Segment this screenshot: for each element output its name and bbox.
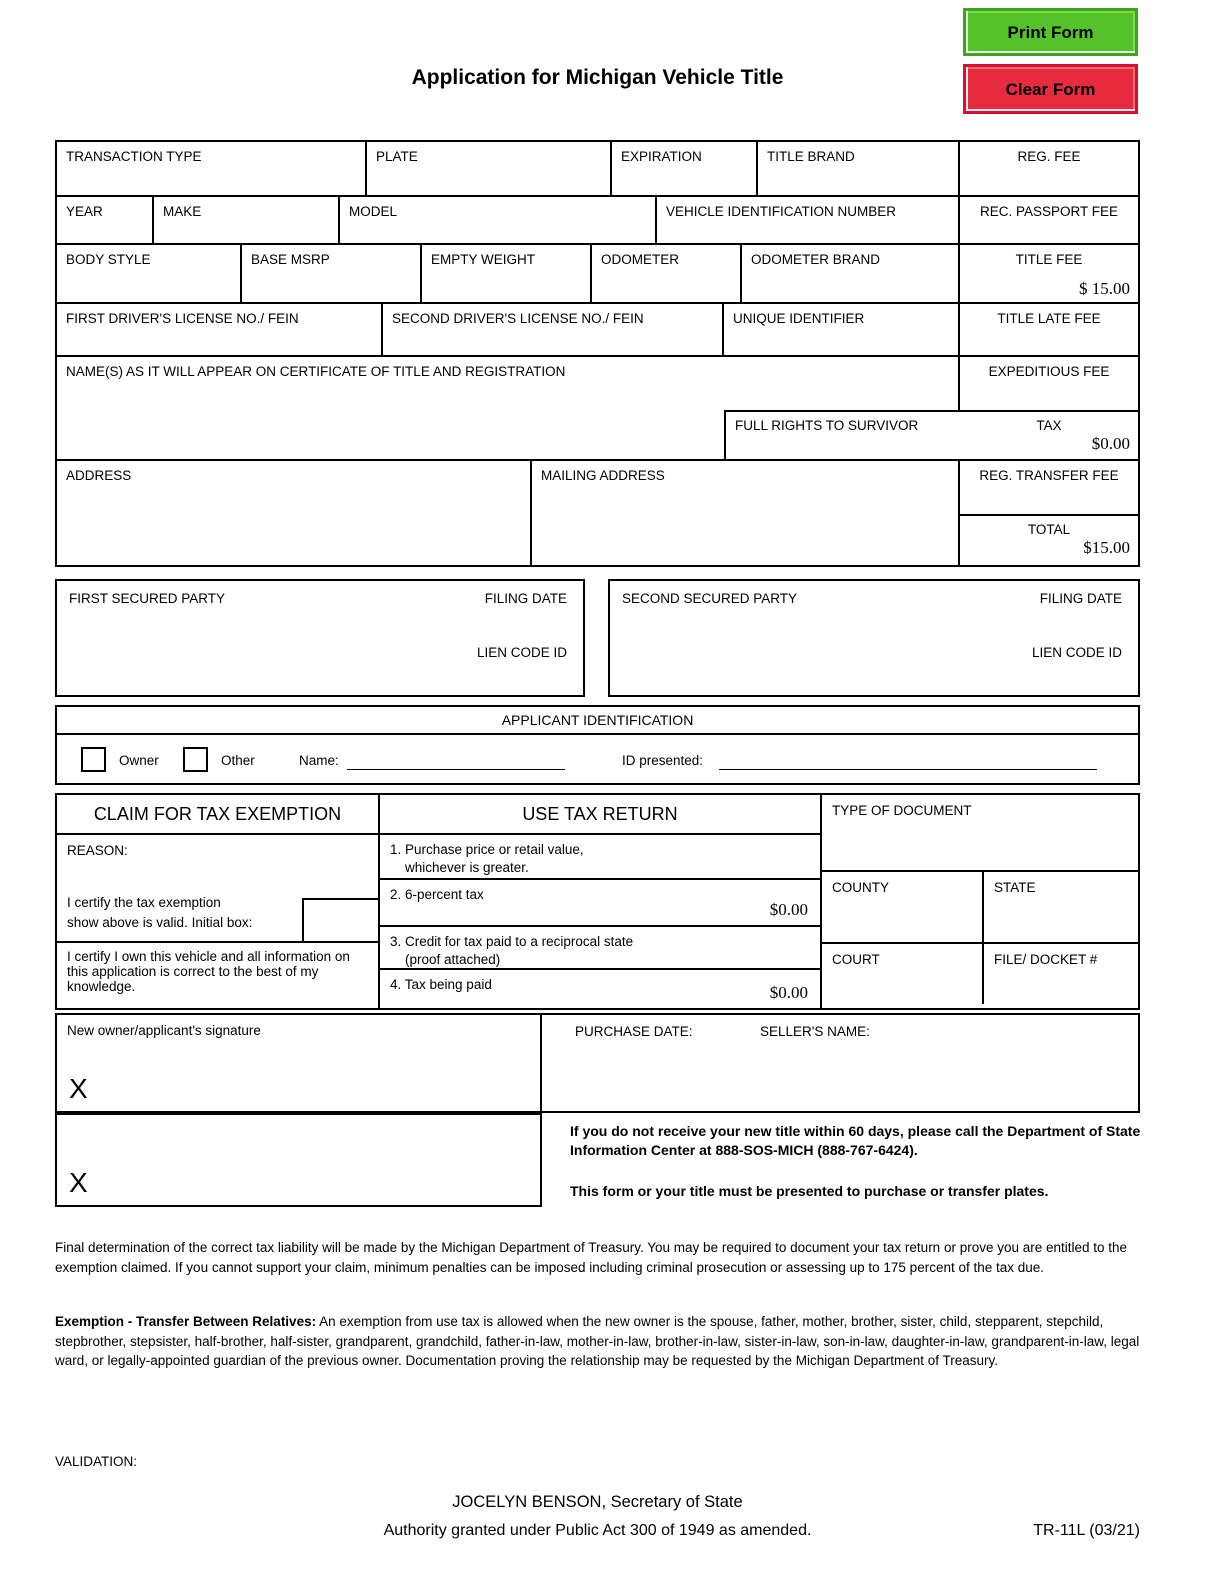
second-dl-label: SECOND DRIVER'S LICENSE NO./ FEIN [392,311,644,326]
base-msrp-field[interactable] [242,245,422,302]
other-checkbox[interactable] [183,747,208,772]
use-tax-header: USE TAX RETURN [380,795,820,835]
initial-box[interactable] [302,898,380,943]
make-field[interactable] [154,197,340,243]
second-dl-field[interactable] [383,304,724,355]
first-dl-field[interactable] [57,304,383,355]
secretary-of-state-line: JOCELYN BENSON, Secretary of State [452,1493,743,1511]
exemption-paragraph [55,1312,1145,1371]
purchase-date-label: PURCHASE DATE: [575,1024,693,1039]
claim-column [57,795,380,1008]
lien-code-label-2: LIEN CODE ID [1031,645,1122,660]
tax-section [55,793,1140,1010]
court-field[interactable] [822,944,984,1004]
title-brand-label: TITLE BRAND [767,149,855,164]
body-style-label: BODY STYLE [66,252,151,267]
signature-x-mark-1: X [69,1073,88,1104]
new-owner-signature-field[interactable] [57,1015,542,1111]
state-field[interactable] [984,872,1138,942]
reason-label: REASON: [67,843,128,858]
fee-stack-2 [960,461,1138,565]
state-label: STATE [994,880,1036,895]
year-label: YEAR [66,204,103,219]
full-rights-label: FULL RIGHTS TO SURVIVOR [735,418,919,433]
title-late-fee-field[interactable] [960,304,1138,355]
year-field[interactable] [57,197,154,243]
county-label: COUNTY [832,880,889,895]
expeditious-fee-field[interactable] [960,357,1138,412]
base-msrp-label: BASE MSRP [251,252,330,267]
names-label: NAME(S) AS IT WILL APPEAR ON CERTIFICATE OF TITLE AND REGISTRATION [66,364,566,379]
tax-value: $0.00 [1091,433,1130,453]
use-tax-column [380,795,822,1008]
use-tax-item-4: 4. Tax being paid $0.00 [380,970,820,1008]
model-label: MODEL [349,204,398,219]
filing-date-label-1: FILING DATE [484,591,567,606]
use-tax-item-2: 2. 6-percent tax $0.00 [380,880,820,927]
filing-date-label-2: FILING DATE [1039,591,1122,606]
reg-transfer-fee-label: REG. TRANSFER FEE [979,468,1119,483]
sellers-name-label: SELLER'S NAME: [760,1024,870,1039]
tax-liability-paragraph: Final determination of the correct tax liability will be made by the Michigan Department of Treasury. You may be required to document your tax return or prove you are entitled to the exemption claimed. If you cannot support your claim, minimum penalties can be imposed including criminal prosecution or assessing up to 175 percent of the tax due. [55,1240,1128,1275]
empty-weight-label: EMPTY WEIGHT [431,252,536,267]
model-field[interactable] [340,197,657,243]
tax-label: TAX [1036,418,1062,433]
id-presented-input[interactable] [719,769,1097,770]
transaction-type-label: TRANSACTION TYPE [66,149,202,164]
reg-fee-field[interactable] [960,142,1138,195]
clear-form-button[interactable]: Clear Form [963,64,1138,114]
odometer-field[interactable] [592,245,742,302]
new-owner-signature-label: New owner/applicant's signature [67,1023,261,1038]
make-label: MAKE [163,204,202,219]
applicant-name-input[interactable] [347,769,565,770]
owner-checkbox[interactable] [81,747,106,772]
tax-field [960,412,1138,457]
expiration-field[interactable] [612,142,758,195]
other-checkbox-label: Other [221,753,255,768]
file-docket-label: FILE/ DOCKET # [994,952,1098,967]
second-signature-field[interactable] [55,1113,542,1207]
purchase-seller-cell[interactable] [542,1015,1138,1111]
transaction-type-field[interactable] [57,142,367,195]
type-of-document-label: TYPE OF DOCUMENT [832,803,972,818]
unique-identifier-label: UNIQUE IDENTIFIER [733,311,865,326]
total-field [960,516,1138,561]
type-of-document-field[interactable] [822,795,1138,872]
title-late-fee-label: TITLE LATE FEE [997,311,1101,326]
odometer-label: ODOMETER [601,252,680,267]
first-dl-label: FIRST DRIVER'S LICENSE NO./ FEIN [66,311,299,326]
odometer-brand-field[interactable] [742,245,960,302]
owner-checkbox-label: Owner [119,753,159,768]
title-fee-label: TITLE FEE [1015,252,1083,267]
total-label: TOTAL [1027,522,1071,537]
plate-field[interactable] [367,142,612,195]
tax-being-paid-value: $0.00 [769,983,808,1003]
unique-identifier-field[interactable] [724,304,960,355]
form-number: TR-11L (03/21) [1033,1522,1140,1539]
title-delay-notice: If you do not receive your new title within 60 days, please call the Department of State Information Center at 888-SOS-MICH (888-767-6424). [570,1123,1141,1158]
expiration-label: EXPIRATION [621,149,702,164]
title-fee-value: $ 15.00 [1079,278,1130,298]
six-percent-tax-value: $0.00 [769,900,808,920]
vin-field[interactable] [657,197,960,243]
mailing-address-field[interactable] [532,461,960,565]
address-label: ADDRESS [66,468,132,483]
second-secured-party-label: SECOND SECURED PARTY [622,591,798,606]
fee-stack-1 [960,357,1138,459]
total-value: $15.00 [1083,537,1130,557]
first-secured-party-box[interactable] [55,579,585,697]
address-field[interactable] [57,461,532,565]
exemption-paragraph-lead: Exemption - Transfer Between Relatives: [55,1314,317,1329]
page-title: Application for Michigan Vehicle Title [411,66,784,89]
first-secured-party-label: FIRST SECURED PARTY [69,591,226,606]
validation-label: VALIDATION: [55,1454,138,1469]
rec-passport-fee-label: REC. PASSPORT FEE [979,204,1119,219]
signature-row-1 [55,1013,1140,1113]
reg-fee-label: REG. FEE [1017,149,1081,164]
use-tax-item-1: 1. Purchase price or retail value, whichever is greater. [380,835,820,880]
body-style-field[interactable] [57,245,242,302]
mailing-address-label: MAILING ADDRESS [541,468,665,483]
lien-code-label-1: LIEN CODE ID [476,645,567,660]
vehicle-info-table [55,140,1140,567]
claim-header: CLAIM FOR TAX EXEMPTION [57,795,378,835]
expeditious-fee-label: EXPEDITIOUS FEE [988,364,1110,379]
exemption-paragraph-body: An exemption from use tax is allowed when the new owner is the spouse, father, mother, brother, sister, child, stepparent, stepchild, stepbrother, stepsister, half-brother, half-sister, grandparent, grandchild, father-in-law, mother-in-law, brother-in-law, sister-in-law, son-in-law, daughter-in-law, grandparent-in-law, legal ward, or legally-appointed guardian of the previous owner. Documentation proving the relationship may be requested by the Michigan Department of Treasury. [55,1314,1140,1369]
full-rights-field[interactable] [724,410,960,459]
applicant-name-label: Name: [299,753,339,768]
title-brand-field[interactable] [758,142,960,195]
file-docket-field[interactable] [984,944,1138,1004]
document-column [822,795,1138,1008]
empty-weight-field[interactable] [422,245,592,302]
reg-transfer-fee-field[interactable] [960,461,1138,516]
plates-notice: This form or your title must be presented to purchase or transfer plates. [570,1183,1049,1199]
title-fee-field [960,245,1138,302]
use-tax-item-3: 3. Credit for tax paid to a reciprocal state (proof attached) [380,927,820,970]
print-form-button[interactable]: Print Form [963,8,1138,56]
authority-line: Authority granted under Public Act 300 of 1949 as amended. [383,1522,812,1539]
applicant-identification-section [55,705,1140,785]
id-presented-label: ID presented: [622,753,704,768]
second-secured-party-box[interactable] [608,579,1140,697]
plate-label: PLATE [376,149,418,164]
county-field[interactable] [822,872,984,942]
court-label: COURT [832,952,880,967]
names-field[interactable] [57,357,960,459]
certify-exemption-text: I certify the tax exemption show above is valid. Initial box: [67,895,253,930]
signature-x-mark-2: X [69,1167,88,1198]
certify-own-text: I certify I own this vehicle and all information on this application is correct to the best of my knowledge. [67,949,350,994]
applicant-identification-header: APPLICANT IDENTIFICATION [57,707,1138,735]
odometer-brand-label: ODOMETER BRAND [751,252,881,267]
rec-passport-fee-field[interactable] [960,197,1138,243]
vin-label: VEHICLE IDENTIFICATION NUMBER [666,204,897,219]
